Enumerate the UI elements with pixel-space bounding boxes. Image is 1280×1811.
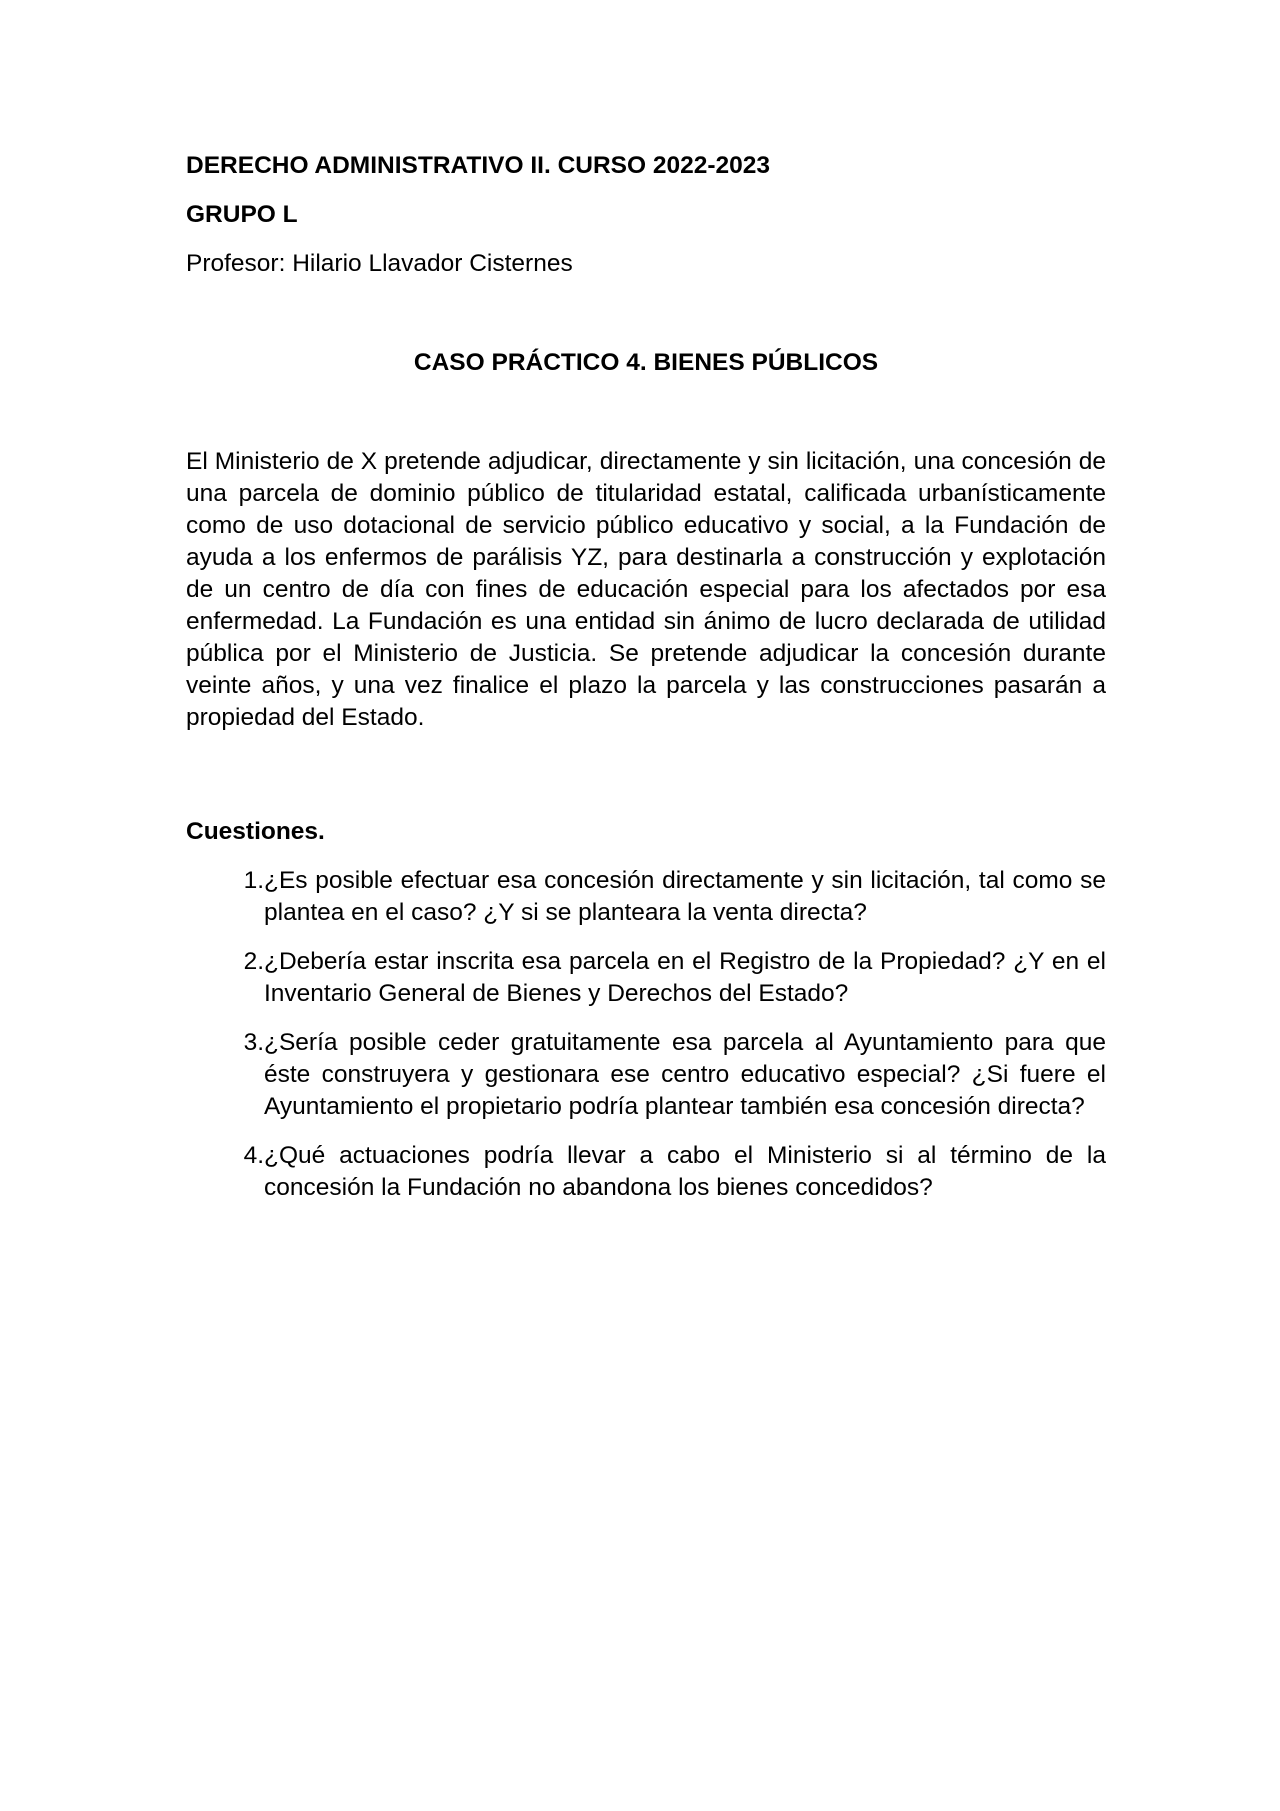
course-title: DERECHO ADMINISTRATIVO II. CURSO 2022-2023 (186, 152, 771, 179)
professor-line: Profesor: Hilario Llavador Cisternes (186, 250, 573, 277)
group-label: GRUPO L (186, 201, 298, 228)
document-page (186, 150, 1106, 1221)
case-title: CASO PRÁCTICO 4. BIENES PÚBLICOS (413, 349, 879, 376)
question-item (186, 1140, 1106, 1204)
question-item (186, 946, 1106, 1010)
case-statement: El Ministerio de X pretende adjudicar, directamente y sin licitación, una concesión de una parcela de dominio público de titularidad estatal, calificada urbanísticamente como de uso dotacional de servicio público educativo y social, a la Fundación de ayuda a los enfermos de parálisis YZ, para destinarla a construcción y explotación de un centro de día con fines de educación especial para los afectados por esa enfermedad. La Fundación es una entidad sin ánimo de lucro declarada de utilidad pública por el Ministerio de Justicia. Se pretende adjudicar la concesión durante veinte años, y una vez finalice el plazo la parcela y las construcciones pasarán a propiedad del Estado. (186, 448, 1106, 731)
question-number: 2. (243, 948, 264, 975)
question-number: 4. (243, 1142, 264, 1169)
question-item (186, 1027, 1106, 1123)
questions-list (186, 865, 1106, 1204)
question-text: ¿Sería posible ceder gratuitamente esa parcela al Ayuntamiento para que éste construyera y gestionara ese centro educativo especial? ¿Si fuere el Ayuntamiento el propietario podría plantear también esa concesión directa? (264, 1029, 1106, 1120)
question-number: 1. (243, 867, 264, 894)
question-text: ¿Debería estar inscrita esa parcela en el Registro de la Propiedad? ¿Y en el Inventario General de Bienes y Derechos del Estado? (264, 948, 1106, 1007)
questions-title: Cuestiones. (186, 818, 325, 845)
question-text: ¿Qué actuaciones podría llevar a cabo el Ministerio si al término de la concesión la Fundación no abandona los bienes concedidos? (264, 1142, 1106, 1201)
question-number: 3. (243, 1029, 264, 1056)
question-item (186, 865, 1106, 929)
question-text: ¿Es posible efectuar esa concesión directamente y sin licitación, tal como se plantea en el caso? ¿Y si se planteara la venta directa? (264, 867, 1106, 926)
